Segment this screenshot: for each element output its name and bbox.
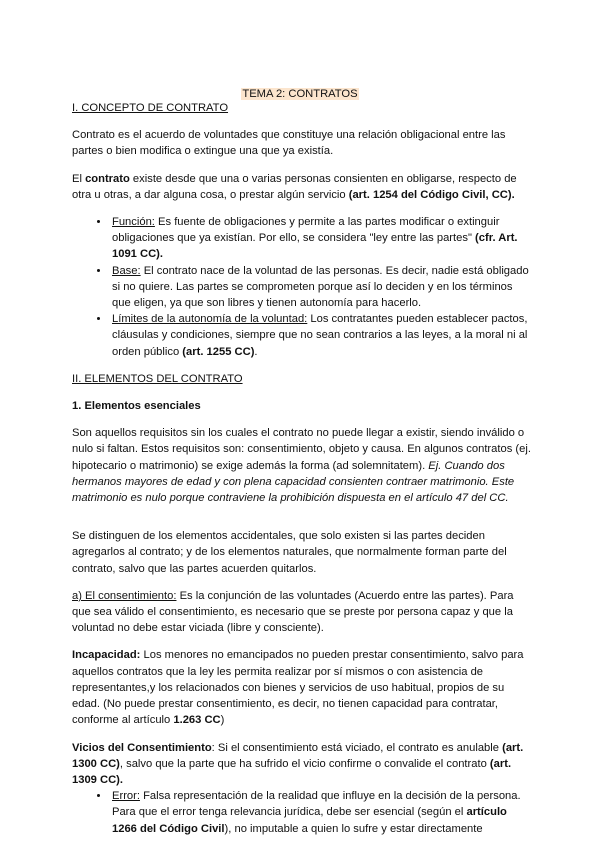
subheading-elementos-esenciales: 1. Elementos esenciales bbox=[72, 400, 201, 413]
paragraph-accidentales: Se distinguen de los elementos accidentales, que solo existen si las partes deciden agregarlos al contrato; y de los elementos naturales, que normalmente forman parte del contrato, salvo que las partes acuerden quitarlos. bbox=[72, 530, 507, 575]
paragraph-contrato-existe: El contrato existe desde que una o varias personas consienten en obligarse, respecto de otra u otras, a dar alguna cosa, o prestar algún servicio (art. 1254 del Código Civil, CC). bbox=[72, 172, 517, 201]
paragraph-consentimiento: a) El consentimiento: Es la conjunción de las voluntades (Acuerdo entre las partes). Para que sea válido el consentimiento, es necesario que se preste por persona capaz y que la voluntad no debe estar viciada (libre y consciente). bbox=[72, 589, 514, 635]
paragraph-definition: Contrato es el acuerdo de voluntades que constituye una relación obligacional entre las partes o bien modifica o extingue una que ya existía. bbox=[72, 129, 506, 158]
list-item-error: • Error: Falsa representación de la realidad que influye en la decisión de la persona. Para que el error tenga relevancia jurídica, debe ser esencial (según el artículo 1266 del Código Civil), no imputable a quien lo sufre y estar directamente bbox=[110, 788, 532, 837]
list-item-base: • Base: El contrato nace de la voluntad de las personas. Es decir, nadie está obligado si no quiere. Las partes se comprometen porque así lo deciden y en los términos que eligen, ya que son libres y tienen autonomía para hacerlo. bbox=[110, 263, 532, 312]
document-body bbox=[72, 100, 532, 837]
list-item-funcion: • Función: Es fuente de obligaciones y permite a las partes modificar o extinguir obligaciones que ya existían. Por ello, se considera "ley entre las partes" (cfr. Art. 1091 CC). bbox=[110, 214, 532, 263]
document-title: TEMA 2: CONTRATOS bbox=[242, 88, 358, 100]
paragraph-incapacidad: Incapacidad: Los menores no emancipados no pueden prestar consentimiento, salvo para aquellos contratos que la ley les permita realizar por sí mismos o con asistencia de representantes,y los relacionados con bienes y servicios de uso habitual, propios de su edad. (No puede prestar consentimiento, es decir, no tienen capacidad para contratar, conforme al artículo 1.263 CC) bbox=[72, 649, 524, 727]
list-item-limites: • Límites de la autonomía de la voluntad: Los contratantes pueden establecer pactos, cláusulas y condiciones, siempre que no sean contrarios a las leyes, a la moral ni al orden público (art. 1255 CC). bbox=[110, 311, 532, 360]
paragraph-requisitos: Son aquellos requisitos sin los cuales el contrato no puede llegar a existir, siendo inválido o nulo si faltan. Estos requisitos son: consentimiento, objeto y causa. En algunos contratos (ej. hipotecario o matrimonio) se exige además la forma (ad solemnitatem). Ej. Cuando dos hermanos mayores de edad y con plena capacidad consienten contraer matrimonio. Este matrimonio es nulo porque contraviene la prohibición dispuesta en el artículo 47 del CC. bbox=[72, 427, 531, 505]
section-heading-concepto: I. CONCEPTO DE CONTRATO bbox=[72, 102, 229, 114]
concept-bullet-list bbox=[72, 214, 532, 360]
section-heading-elementos: II. ELEMENTOS DEL CONTRATO bbox=[72, 372, 243, 385]
paragraph-vicios: Vicios del Consentimiento: Si el consentimiento está viciado, el contrato es anulable (art. 1300 CC), salvo que la parte que ha sufrido el vicio confirme o convalide el contrato (art. 1309 CC). bbox=[72, 741, 524, 786]
vicios-bullet-list bbox=[72, 788, 532, 837]
